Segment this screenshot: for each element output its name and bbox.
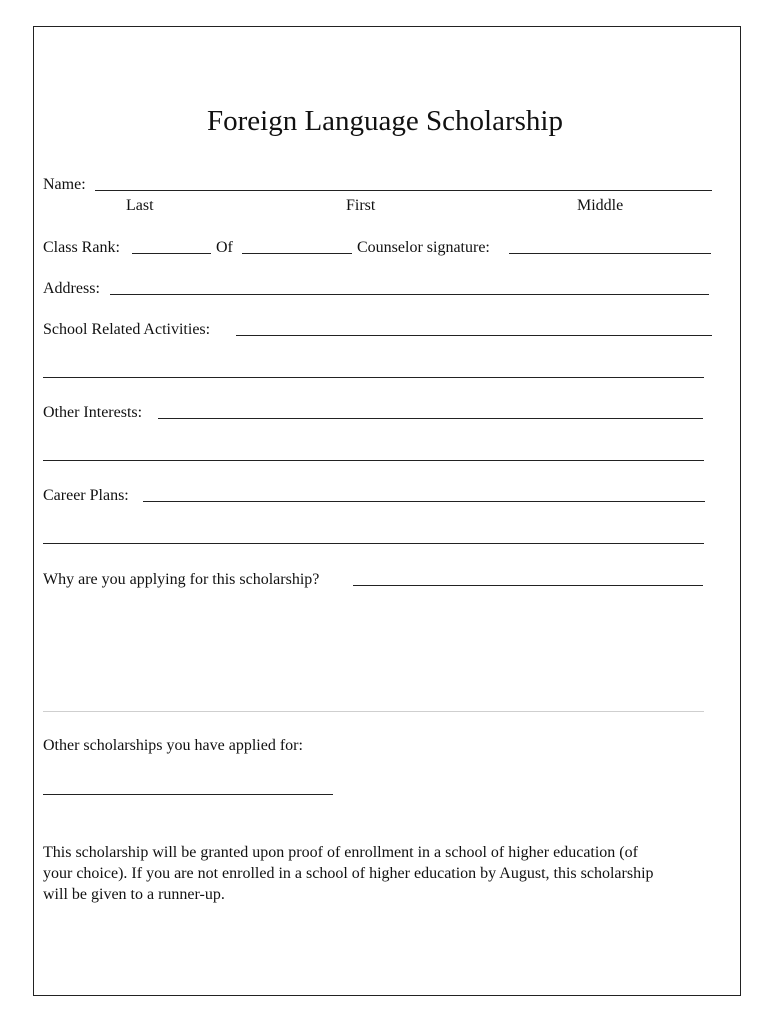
career-input-line-2[interactable] (43, 543, 704, 544)
activities-label: School Related Activities: (43, 321, 211, 338)
name-input-line[interactable] (95, 190, 712, 191)
class-rank-input-line[interactable] (132, 253, 211, 254)
name-sub-first: First (346, 197, 376, 214)
why-input-line-faint[interactable] (43, 711, 704, 712)
notice-paragraph: This scholarship will be granted upon proof of enrollment in a school of higher education (of your choice). If you are not enrolled in a school of higher education by August, this scholarship will be given to a runner-up. (43, 844, 654, 903)
address-input-line[interactable] (110, 294, 709, 295)
interests-input-line[interactable] (158, 418, 703, 419)
class-rank-label: Class Rank: (43, 239, 120, 256)
form-title: Foreign Language Scholarship (207, 105, 563, 137)
counselor-signature-input-line[interactable] (509, 253, 711, 254)
why-input-line[interactable] (353, 585, 703, 586)
other-scholarships-label: Other scholarships you have applied for: (43, 737, 303, 754)
why-label: Why are you applying for this scholarship? (43, 571, 320, 588)
class-size-input-line[interactable] (242, 253, 352, 254)
name-sub-last: Last (126, 197, 154, 214)
name-label: Name: (43, 176, 86, 193)
address-label: Address: (43, 280, 100, 297)
name-sub-middle: Middle (577, 197, 624, 214)
other-scholarships-input-line[interactable] (43, 794, 333, 795)
career-label: Career Plans: (43, 487, 129, 504)
activities-input-line-2[interactable] (43, 377, 704, 378)
career-input-line[interactable] (143, 501, 705, 502)
interests-label: Other Interests: (43, 404, 143, 421)
counselor-signature-label: Counselor signature: (357, 239, 490, 256)
interests-input-line-2[interactable] (43, 460, 704, 461)
of-label: Of (216, 239, 233, 256)
activities-input-line[interactable] (236, 335, 712, 336)
